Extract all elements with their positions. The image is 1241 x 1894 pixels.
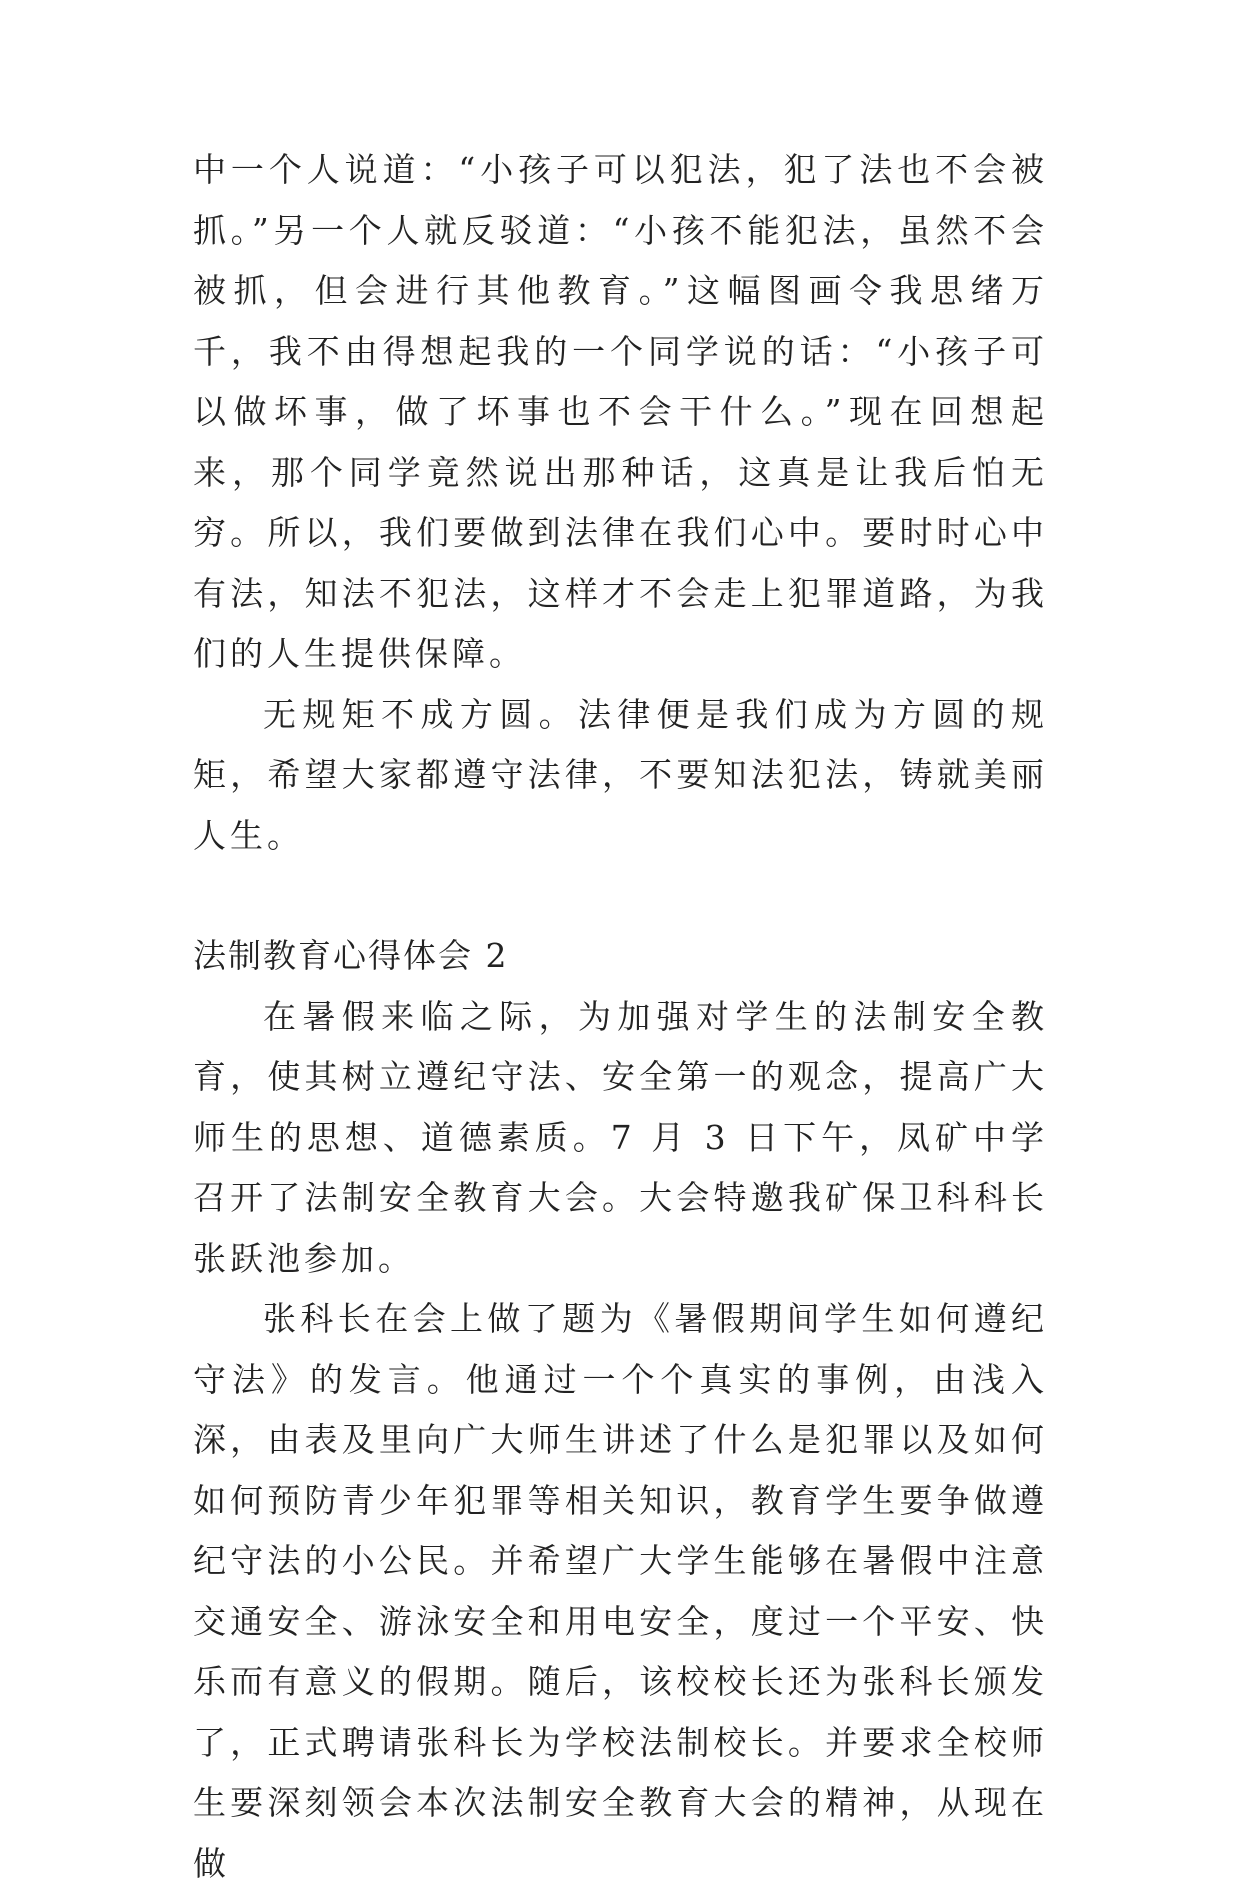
paragraph-continued: 中一个人说道：“小孩子可以犯法，犯了法也不会被抓。”另一个人就反驳道：“小孩不能犯法，虽然不会被抓，但会进行其他教育。”这幅图画令我思绪万千，我不由得想起我的一个同学说的话：“小孩子可以做坏事，做了坏事也不会干什么。”现在回想起来，那个同学竟然说出那种话，这真是让我后怕无穷。所以，我们要做到法律在我们心中。要时时心中有法，知法不犯法，这样才不会走上犯罪道路，为我们的人生提供保障。	[193, 150, 1048, 673]
section-spacer	[193, 866, 1048, 926]
paragraph-body: 张科长在会上做了题为《暑假期间学生如何遵纪守法》的发言。他通过一个个真实的事例，由浅入深，由表及里向广大师生讲述了什么是犯罪以及如何如何预防青少年犯罪等相关知识，教育学生要争做遵纪守法的小公民。并希望广大学生能够在暑假中注意交通安全、游泳安全和用电安全，度过一个平安、快乐而有意义的假期。随后，该校校长还为张科长颁发了，正式聘请张科长为学校法制校长。并要求全校师生要深刻领会本次法制安全教育大会的精神，从现在做	[193, 1299, 1048, 1883]
section-title: 法制教育心得体会 2	[193, 936, 509, 975]
paragraph-conclusion: 无规矩不成方圆。法律便是我们成为方圆的规矩，希望大家都遵守法律，不要知法犯法，铸就美丽人生。	[193, 694, 1048, 855]
document-page	[193, 140, 1048, 1894]
paragraph-intro: 在暑假来临之际，为加强对学生的法制安全教育，使其树立遵纪守法、安全第一的观念，提高广大师生的思想、道德素质。7 月 3 日下午，凤矿中学召开了法制安全教育大会。大会特邀我矿保卫科科长张跃池参加。	[193, 996, 1048, 1278]
